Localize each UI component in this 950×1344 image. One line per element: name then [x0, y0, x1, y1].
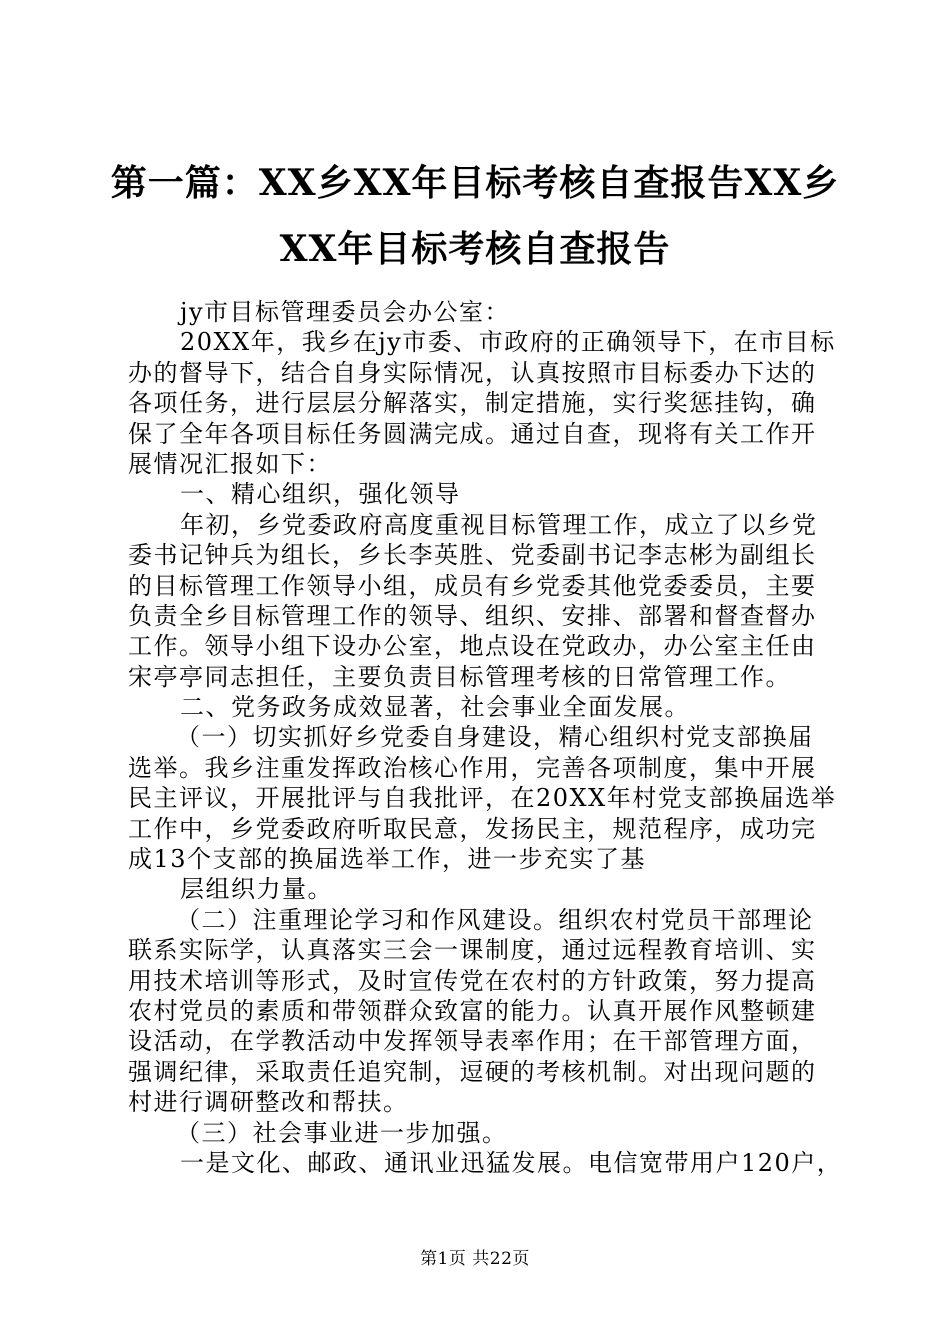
body-line: 农村党员的素质和带领群众致富的能力。认真开展作风整顿建 [128, 996, 817, 1025]
body-line: 负责全乡目标管理工作的领导、组织、安排、部署和督查督办 [128, 601, 817, 630]
body-line: 民主评议，开展批评与自我批评，在20XX年村党支部换届选举 [128, 784, 837, 813]
body-line: 20XX年，我乡在jy市委、市政府的正确领导下，在市目标 [180, 328, 836, 357]
body-line: 成13个支部的换届选举工作，进一步充实了基 [128, 845, 647, 874]
body-line: 层组织力量。 [180, 875, 333, 904]
document-title [100, 150, 850, 282]
page-footer: 第1页 共22页 [420, 1249, 530, 1269]
body-line: 宋亭亭同志担任，主要负责目标管理考核的日常管理工作。 [128, 662, 791, 691]
body-line: 委书记钟兵为组长，乡长李英胜、党委副书记李志彬为副组长 [128, 541, 817, 570]
body-line: 保了全年各项目标任务圆满完成。通过自查，现将有关工作开 [128, 419, 817, 448]
body-line: 村进行调研整改和帮扶。 [128, 1088, 409, 1117]
body-line: jy市目标管理委员会办公室： [180, 298, 510, 326]
document-body [128, 297, 843, 1178]
body-line: 用技术培训等形式，及时宣传党在农村的方针政策，努力提高 [128, 966, 817, 995]
body-line: 联系实际学，认真落实三会一课制度，通过远程教育培训、实 [128, 936, 817, 965]
body-line: 的目标管理工作领导小组，成员有乡党委其他党委委员，主要 [128, 571, 817, 600]
body-line: 设活动，在学教活动中发挥领导表率作用；在干部管理方面， [128, 1027, 817, 1056]
body-line: 办的督导下，结合自身实际情况，认真按照市目标委办下达的 [128, 358, 817, 387]
body-line: 展情况汇报如下： [128, 449, 332, 478]
body-line: 一、精心组织，强化领导 [180, 480, 461, 509]
body-line: 强调纪律，采取责任追究制，逗硬的考核机制。对出现问题的 [128, 1057, 817, 1086]
body-line: （一）切实抓好乡党委自身建设，精心组织村党支部换届 [176, 723, 814, 752]
title-line-2: XX年目标考核自查报告 [279, 228, 671, 270]
body-line: 选举。我乡注重发挥政治核心作用，完善各项制度，集中开展 [128, 753, 817, 782]
body-line: 工作。领导小组下设办公室，地点设在党政办，办公室主任由 [128, 632, 817, 661]
body-line: 一是文化、邮政、通讯业迅猛发展。电信宽带用户120户， [180, 1148, 843, 1177]
title-line-1: 第一篇：XX乡XX年目标考核自查报告XX乡 [110, 162, 840, 204]
body-line: 各项任务，进行层层分解落实，制定措施，实行奖惩挂钩，确 [128, 389, 817, 418]
body-line: （三）社会事业进一步加强。 [176, 1118, 508, 1147]
body-line: 工作中，乡党委政府听取民意，发扬民主，规范程序，成功完 [128, 814, 817, 843]
body-line: （二）注重理论学习和作风建设。组织农村党员干部理论 [176, 905, 814, 934]
body-line: 二、党务政务成效显著，社会事业全面发展。 [180, 693, 690, 722]
body-line: 年初，乡党委政府高度重视目标管理工作，成立了以乡党 [180, 510, 818, 539]
